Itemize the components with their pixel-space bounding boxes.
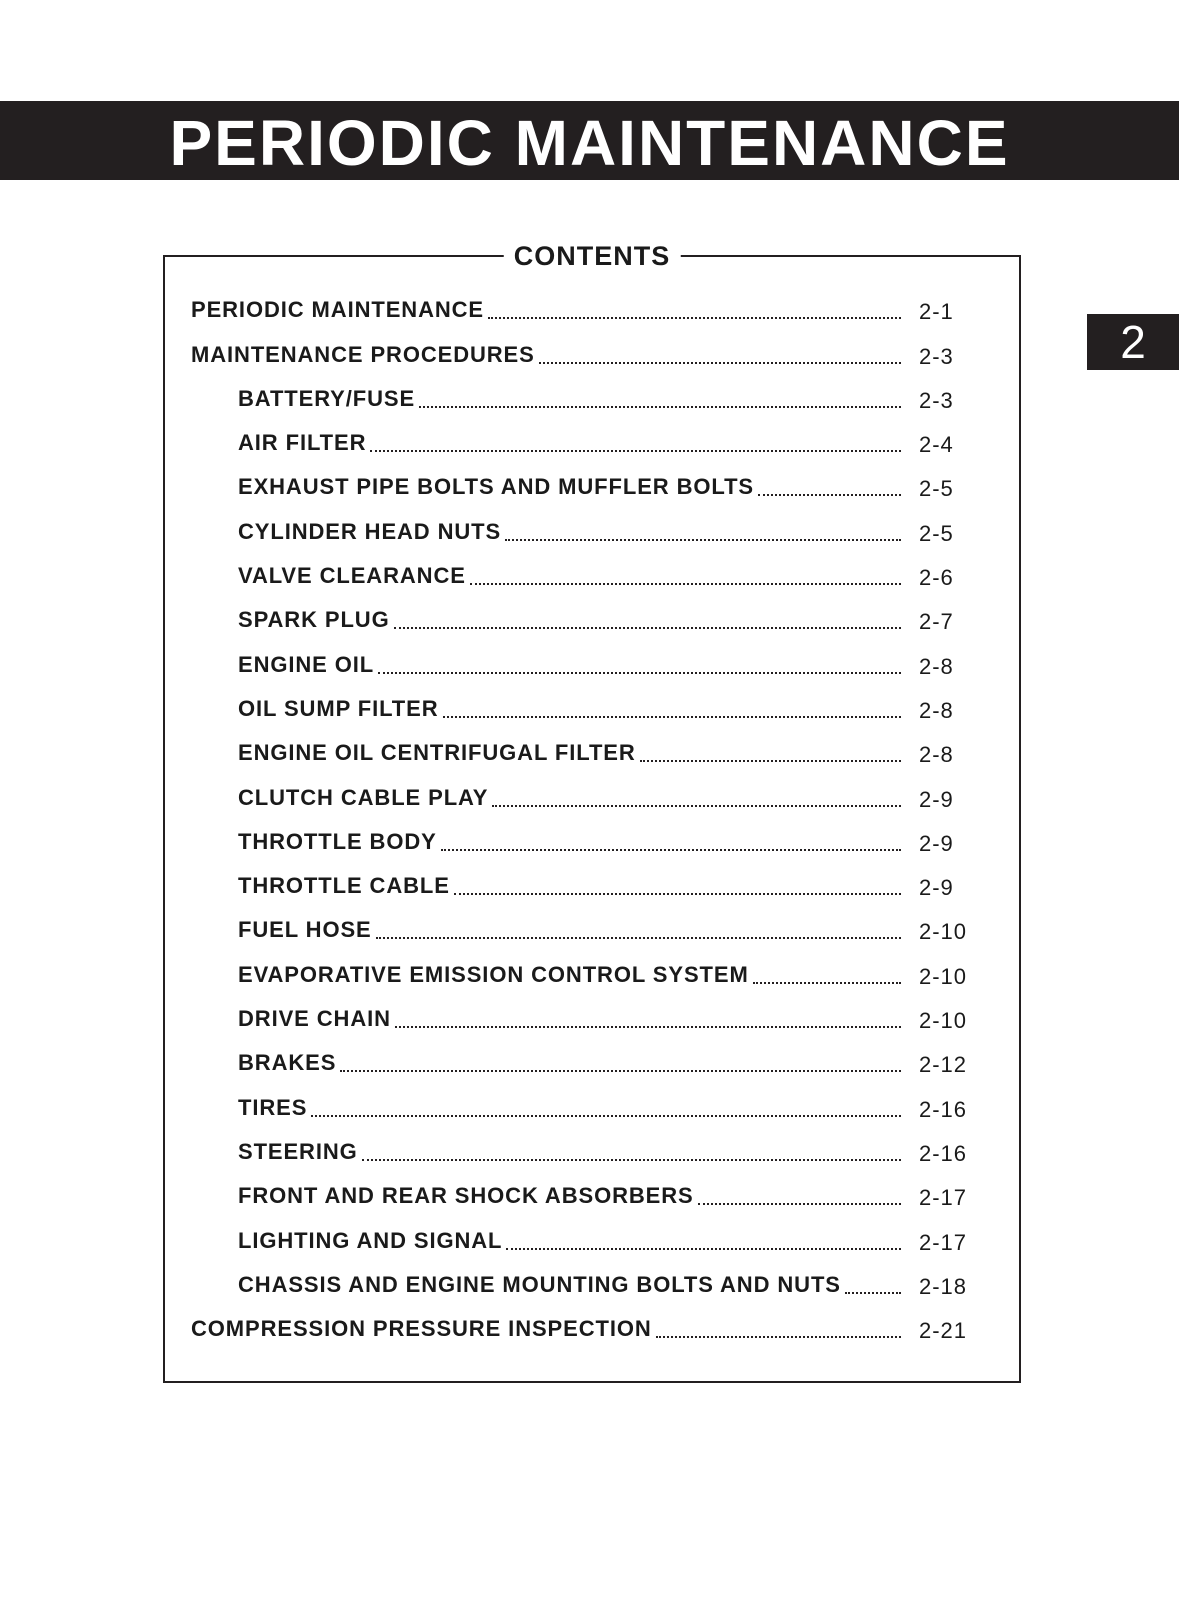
toc-entry-page: 2-9 (919, 786, 954, 812)
toc-entry-label: LIGHTING AND SIGNAL (238, 1227, 503, 1253)
toc-dot-leader (395, 1026, 901, 1028)
toc-entry[interactable] (165, 861, 1019, 905)
toc-entry[interactable] (165, 994, 1019, 1038)
toc-entry-page: 2-10 (919, 963, 968, 989)
toc-dot-leader (419, 406, 901, 408)
toc-dot-leader (311, 1115, 901, 1117)
toc-entry-label: CYLINDER HEAD NUTS (238, 518, 502, 544)
toc-entry[interactable] (165, 949, 1019, 993)
toc-entry-label: FUEL HOSE (238, 917, 372, 943)
toc-entry[interactable] (165, 1082, 1019, 1126)
toc-entry-label: FRONT AND REAR SHOCK ABSORBERS (238, 1183, 694, 1209)
toc-entry[interactable] (165, 462, 1019, 506)
toc-list (165, 285, 1019, 1348)
toc-entry[interactable] (165, 374, 1019, 418)
toc-dot-leader (443, 716, 901, 718)
toc-entry-label: COMPRESSION PRESSURE INSPECTION (191, 1316, 652, 1342)
toc-entry[interactable] (165, 418, 1019, 462)
toc-entry[interactable] (165, 905, 1019, 949)
toc-entry-label: PERIODIC MAINTENANCE (191, 297, 485, 323)
toc-dot-leader (492, 805, 901, 807)
toc-entry-page: 2-6 (919, 565, 954, 591)
toc-entry[interactable] (165, 551, 1019, 595)
toc-entry-page: 2-8 (919, 697, 954, 723)
toc-entry-label: EVAPORATIVE EMISSION CONTROL SYSTEM (238, 961, 749, 987)
toc-dot-leader (656, 1336, 901, 1338)
chapter-title: PERIODIC MAINTENANCE (169, 106, 1010, 179)
toc-entry-page: 2-21 (919, 1318, 968, 1344)
toc-entry-page: 2-10 (919, 1008, 968, 1034)
toc-entry-label: EXHAUST PIPE BOLTS AND MUFFLER BOLTS (238, 474, 754, 500)
toc-dot-leader (758, 494, 901, 496)
toc-entry-page: 2-17 (919, 1229, 968, 1255)
toc-dot-leader (362, 1159, 901, 1161)
toc-dot-leader (505, 539, 901, 541)
toc-entry-label: DRIVE CHAIN (238, 1006, 391, 1032)
toc-dot-leader (441, 849, 901, 851)
toc-dot-leader (698, 1203, 901, 1205)
toc-dot-leader (539, 362, 901, 364)
toc-entry[interactable] (165, 1171, 1019, 1215)
toc-entry-page: 2-12 (919, 1052, 968, 1078)
toc-entry-page: 2-3 (919, 343, 954, 369)
toc-entry-page: 2-8 (919, 742, 954, 768)
chapter-title-banner (0, 101, 1179, 180)
toc-entry[interactable] (165, 1304, 1019, 1348)
toc-entry-page: 2-8 (919, 653, 954, 679)
toc-entry-label: CLUTCH CABLE PLAY (238, 784, 489, 810)
toc-entry[interactable] (165, 1038, 1019, 1082)
toc-entry[interactable] (165, 595, 1019, 639)
toc-entry[interactable] (165, 1260, 1019, 1304)
toc-dot-leader (394, 627, 901, 629)
toc-entry-label: STEERING (238, 1138, 358, 1164)
toc-entry-page: 2-16 (919, 1096, 968, 1122)
toc-entry-label: THROTTLE BODY (238, 828, 437, 854)
toc-entry-page: 2-16 (919, 1140, 968, 1166)
toc-entry[interactable] (165, 684, 1019, 728)
toc-entry-label: BRAKES (238, 1050, 337, 1076)
toc-dot-leader (454, 893, 901, 895)
toc-dot-leader (378, 672, 901, 674)
toc-entry[interactable] (165, 728, 1019, 772)
toc-entry[interactable] (165, 1215, 1019, 1259)
toc-entry-page: 2-9 (919, 830, 954, 856)
contents-heading: CONTENTS (504, 238, 681, 274)
toc-entry-label: OIL SUMP FILTER (238, 695, 439, 721)
toc-dot-leader (506, 1248, 901, 1250)
toc-entry-label: TIRES (238, 1094, 308, 1120)
chapter-number-tab: 2 (1087, 314, 1179, 370)
toc-entry-label: THROTTLE CABLE (238, 873, 450, 899)
toc-dot-leader (376, 937, 901, 939)
toc-entry-page: 2-4 (919, 432, 954, 458)
toc-entry-label: ENGINE OIL (238, 651, 375, 677)
toc-entry[interactable] (165, 506, 1019, 550)
toc-entry-label: SPARK PLUG (238, 607, 390, 633)
toc-entry[interactable] (165, 817, 1019, 861)
toc-entry-page: 2-7 (919, 609, 954, 635)
toc-dot-leader (370, 450, 901, 452)
toc-entry[interactable] (165, 639, 1019, 683)
toc-dot-leader (488, 317, 901, 319)
toc-dot-leader (753, 982, 901, 984)
toc-entry-page: 2-5 (919, 476, 954, 502)
toc-entry-label: BATTERY/FUSE (238, 385, 416, 411)
toc-dot-leader (470, 583, 901, 585)
toc-dot-leader (640, 760, 901, 762)
toc-dot-leader (340, 1070, 901, 1072)
toc-entry-page: 2-9 (919, 875, 954, 901)
toc-dot-leader (845, 1292, 901, 1294)
toc-entry-label: AIR FILTER (238, 430, 367, 456)
toc-entry-page: 2-10 (919, 919, 968, 945)
toc-entry-label: CHASSIS AND ENGINE MOUNTING BOLTS AND NUTS (238, 1271, 841, 1297)
toc-entry-label: MAINTENANCE PROCEDURES (191, 341, 535, 367)
toc-entry-label: ENGINE OIL CENTRIFUGAL FILTER (238, 740, 636, 766)
contents-box (163, 241, 1021, 1383)
toc-entry-page: 2-1 (919, 299, 954, 325)
toc-entry[interactable] (165, 1127, 1019, 1171)
toc-entry-page: 2-3 (919, 387, 954, 413)
toc-entry-label: VALVE CLEARANCE (238, 563, 466, 589)
toc-entry-page: 2-18 (919, 1273, 968, 1299)
toc-entry[interactable] (165, 285, 1019, 329)
toc-entry[interactable] (165, 329, 1019, 373)
toc-entry-page: 2-17 (919, 1185, 968, 1211)
toc-entry[interactable] (165, 772, 1019, 816)
toc-entry-page: 2-5 (919, 520, 954, 546)
